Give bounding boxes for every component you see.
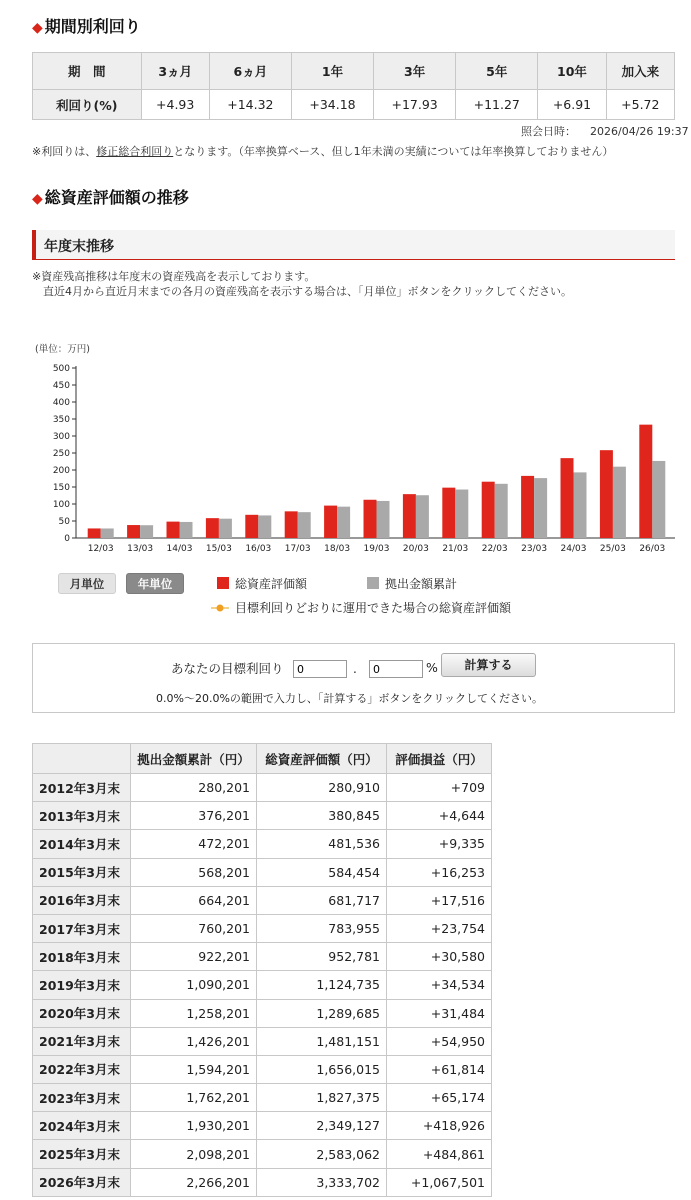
bar-contrib [219,519,232,538]
x-tick-label: 20/03 [402,544,429,554]
year-cell: 2017年3月末 [33,914,131,942]
return-value: +34.18 [291,90,373,120]
bar-total [600,450,613,538]
contrib-cell: 2,266,201 [131,1168,257,1196]
total-cell: 1,124,735 [257,971,387,999]
period-6m: 6ヵ月 [209,53,291,90]
return-value: +5.72 [606,90,674,120]
section-title-returns: ◆ 期間別利回り [32,17,141,36]
year-cell: 2014年3月末 [33,830,131,858]
gain-cell: +34,534 [387,971,492,999]
table-row [33,1168,492,1196]
table-row [33,774,492,802]
year-cell: 2019年3月末 [33,971,131,999]
period-since: 加入来 [606,53,674,90]
y-tick-label: 350 [52,415,70,425]
contrib-cell: 568,201 [131,858,257,886]
percent-sign: % [426,660,438,675]
gain-cell: +31,484 [387,999,492,1027]
contrib-cell: 1,090,201 [131,971,257,999]
y-tick-label: 300 [52,432,70,442]
gain-cell: +4,644 [387,802,492,830]
bar-total [364,500,377,538]
y-tick-label: 150 [52,483,70,493]
legend-label-target: 目標利回りどおりに運用できた場合の総資産評価額 [235,601,512,615]
table-row [33,858,492,886]
contrib-cell: 1,594,201 [131,1055,257,1083]
target-return-dec-input[interactable] [369,660,423,678]
returns-row-label: 利回り(%) [33,90,142,120]
bar-total [127,525,140,538]
table-row [33,830,492,858]
year-cell: 2012年3月末 [33,774,131,802]
year-cell: 2026年3月末 [33,1168,131,1196]
asset-chart [32,340,675,555]
bar-total [324,506,337,538]
year-cell: 2013年3月末 [33,802,131,830]
y-tick-label: 100 [52,500,70,510]
year-cell: 2024年3月末 [33,1112,131,1140]
yearly-button[interactable]: 年単位 [126,573,184,594]
bar-total [403,494,416,538]
x-tick-label: 13/03 [127,544,154,554]
contrib-col-header: 拠出金額累計（円） [131,744,257,774]
year-cell: 2020年3月末 [33,999,131,1027]
bar-contrib [180,522,193,538]
calculate-button[interactable]: 計算する [441,653,536,677]
table-row [33,886,492,914]
year-cell: 2015年3月末 [33,858,131,886]
x-tick-label: 22/03 [481,544,508,554]
y-tick-label: 450 [52,381,70,391]
total-cell: 681,717 [257,886,387,914]
x-tick-label: 26/03 [639,544,666,554]
calculator-note: 0.0%～20.0%の範囲で入力し、「計算する」ボタンをクリックしてください。 [156,692,543,705]
bar-total [167,522,180,538]
total-cell: 1,827,375 [257,1084,387,1112]
returns-table [32,52,675,120]
contrib-cell: 280,201 [131,774,257,802]
legend-swatch-contrib [367,577,379,589]
gain-cell: +418,926 [387,1112,492,1140]
total-cell: 584,454 [257,858,387,886]
year-cell: 2022年3月末 [33,1055,131,1083]
year-cell: 2025年3月末 [33,1140,131,1168]
table-row [33,1112,492,1140]
bar-contrib [495,484,508,538]
contrib-cell: 472,201 [131,830,257,858]
x-tick-label: 18/03 [324,544,351,554]
contrib-cell: 760,201 [131,914,257,942]
modified-return-link[interactable]: 修正総合利回り [96,145,174,158]
legend-label-total: 総資産評価額 [235,577,308,591]
table-row [33,1027,492,1055]
bar-total [285,511,298,538]
bar-total [245,515,258,538]
gain-cell: +61,814 [387,1055,492,1083]
target-return-int-input[interactable] [293,660,347,678]
table-row [33,971,492,999]
period-3y: 3年 [374,53,456,90]
x-tick-label: 16/03 [245,544,272,554]
chart-bars [88,425,666,538]
target-return-label: あなたの目標利回り [171,661,284,676]
bar-contrib [337,507,350,538]
target-line-icon [210,601,232,615]
bar-contrib [258,515,271,538]
return-value: +17.93 [374,90,456,120]
table-row [33,1140,492,1168]
monthly-button[interactable]: 月単位 [58,573,116,594]
diamond-icon: ◆ [32,20,43,36]
assets-note-2: 直近4月から直近月末までの各月の資産残高を表示する場合は、「月単位」ボタンをクリックしてください。 [43,285,573,298]
total-cell: 3,333,702 [257,1168,387,1196]
total-cell: 952,781 [257,943,387,971]
table-row [33,802,492,830]
table-row [33,1084,492,1112]
period-header: 期 間 [33,53,142,90]
gain-cell: +17,516 [387,886,492,914]
total-cell: 1,656,015 [257,1055,387,1083]
x-tick-label: 17/03 [284,544,311,554]
period-5y: 5年 [456,53,538,90]
total-cell: 783,955 [257,914,387,942]
bar-contrib [574,472,587,538]
x-tick-label: 25/03 [599,544,626,554]
bar-contrib [534,478,547,538]
gain-cell: +1,067,501 [387,1168,492,1196]
bar-total [482,482,495,538]
gain-cell: +709 [387,774,492,802]
period-10y: 10年 [538,53,606,90]
table-row [33,999,492,1027]
table-row [33,943,492,971]
contrib-cell: 1,762,201 [131,1084,257,1112]
return-value: +14.32 [209,90,291,120]
contrib-cell: 664,201 [131,886,257,914]
gain-cell: +484,861 [387,1140,492,1168]
gain-cell: +30,580 [387,943,492,971]
return-value: +6.91 [538,90,606,120]
y-tick-label: 50 [58,517,70,527]
gain-cell: +54,950 [387,1027,492,1055]
y-tick-label: 0 [64,534,70,544]
contrib-cell: 922,201 [131,943,257,971]
total-cell: 2,583,062 [257,1140,387,1168]
y-tick-label: 500 [52,364,70,374]
contrib-cell: 1,426,201 [131,1027,257,1055]
returns-note: ※利回りは、修正総合利回りとなります。（年率換算ベース、但し1年未満の実績については年率換算しておりません） [32,145,614,158]
assets-note-1: ※資産残高推移は年度末の資産残高を表示しております。 [32,270,316,283]
bar-total [639,425,652,538]
table-row [33,914,492,942]
period-1y: 1年 [291,53,373,90]
total-cell: 2,349,127 [257,1112,387,1140]
x-tick-label: 21/03 [442,544,469,554]
contrib-cell: 1,258,201 [131,999,257,1027]
decimal-point: . [353,662,357,676]
total-cell: 1,481,151 [257,1027,387,1055]
x-tick-label: 15/03 [205,544,232,554]
x-tick-label: 19/03 [363,544,390,554]
gain-col-header: 評価損益（円） [387,744,492,774]
total-col-header: 総資産評価額（円） [257,744,387,774]
bar-contrib [416,495,429,538]
x-tick-label: 12/03 [87,544,114,554]
subheading-yearend: 年度末推移 [32,230,675,260]
x-tick-label: 24/03 [560,544,587,554]
bar-contrib [377,501,390,538]
bar-total [88,528,101,538]
total-cell: 1,289,685 [257,999,387,1027]
y-tick-label: 200 [52,466,70,476]
bar-total [206,518,219,538]
year-cell: 2016年3月末 [33,886,131,914]
period-3m: 3ヵ月 [141,53,209,90]
legend-label-contrib: 拠出金額累計 [385,577,458,591]
bar-total [521,476,534,538]
legend-swatch-total [217,577,229,589]
bar-contrib [652,461,665,538]
bar-contrib [101,528,114,538]
return-value: +11.27 [456,90,538,120]
bar-contrib [140,525,153,538]
bar-contrib [613,467,626,538]
gain-cell: +9,335 [387,830,492,858]
total-cell: 481,536 [257,830,387,858]
y-tick-label: 250 [52,449,70,459]
diamond-icon: ◆ [32,191,43,207]
contrib-cell: 2,098,201 [131,1140,257,1168]
gain-cell: +23,754 [387,914,492,942]
contrib-cell: 376,201 [131,802,257,830]
total-cell: 280,910 [257,774,387,802]
bar-contrib [298,512,311,538]
ref-date: 照会日時： 2026/04/26 19:37 [521,125,689,138]
chart-unit-label: (単位：万円) [35,344,90,355]
x-tick-label: 23/03 [521,544,548,554]
x-tick-label: 14/03 [166,544,193,554]
year-cell: 2018年3月末 [33,943,131,971]
return-value: +4.93 [141,90,209,120]
bar-total [442,488,455,538]
gain-cell: +65,174 [387,1084,492,1112]
section-title-assets: ◆ 総資産評価額の推移 [32,188,189,207]
y-tick-label: 400 [52,398,70,408]
total-cell: 380,845 [257,802,387,830]
year-end-table [32,743,492,1197]
bar-total [561,458,574,538]
target-return-calculator [32,643,675,713]
year-cell: 2021年3月末 [33,1027,131,1055]
contrib-cell: 1,930,201 [131,1112,257,1140]
year-col-header [33,744,131,774]
bar-contrib [455,490,468,538]
year-cell: 2023年3月末 [33,1084,131,1112]
gain-cell: +16,253 [387,858,492,886]
table-row [33,1055,492,1083]
